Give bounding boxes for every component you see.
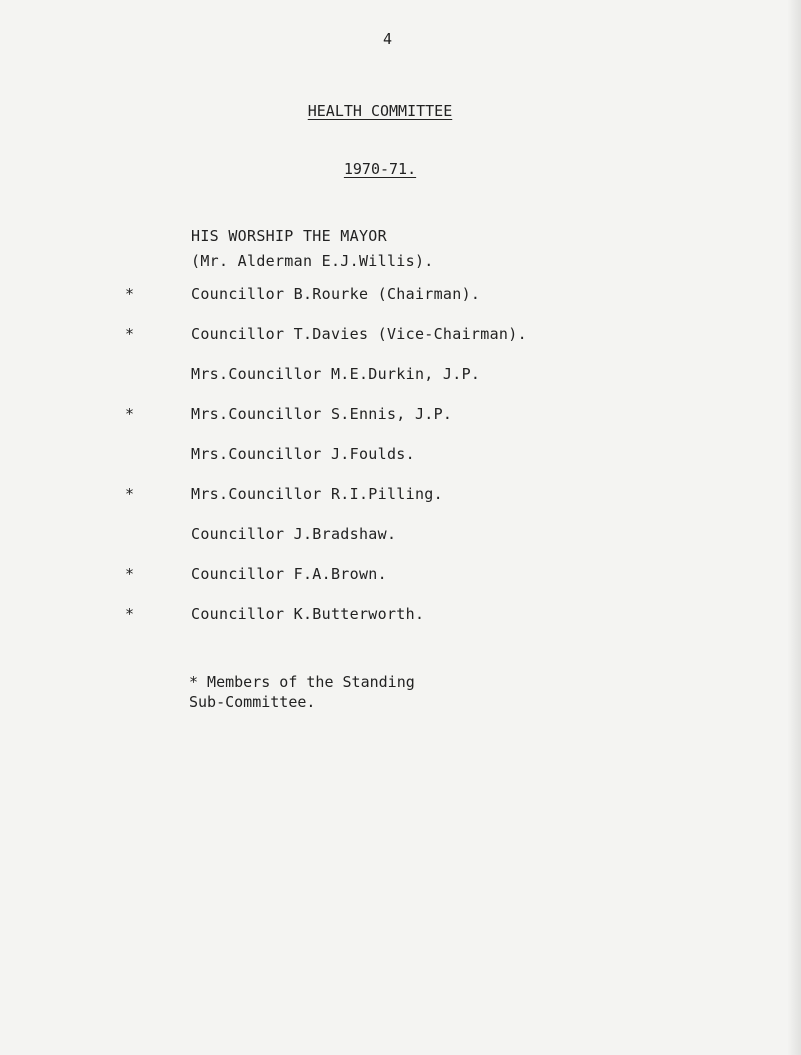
member-name: Mrs.Councillor M.E.Durkin, J.P.	[191, 365, 481, 383]
standing-committee-marker: *	[125, 565, 135, 583]
member-name: Mrs.Councillor R.I.Pilling.	[191, 485, 443, 503]
page-edge-shadow	[787, 0, 801, 1055]
member-name: Councillor K.Butterworth.	[191, 605, 425, 623]
standing-committee-marker: *	[125, 325, 135, 343]
standing-committee-marker: *	[125, 285, 135, 303]
member-name: Councillor F.A.Brown.	[191, 565, 387, 583]
committee-year: 1970-71.	[343, 160, 417, 178]
standing-committee-marker: *	[125, 605, 135, 623]
member-name: Mrs.Councillor S.Ennis, J.P.	[191, 405, 453, 423]
standing-committee-marker: *	[125, 405, 135, 423]
member-name: Councillor J.Bradshaw.	[191, 525, 397, 543]
mayor-name: (Mr. Alderman E.J.Willis).	[191, 252, 434, 270]
page-number: 4	[382, 30, 393, 48]
member-name: Councillor B.Rourke (Chairman).	[191, 285, 481, 303]
footnote-line-2: Sub-Committee.	[189, 693, 316, 711]
member-name: Councillor T.Davies (Vice-Chairman).	[191, 325, 527, 343]
footnote-line-1: * Members of the Standing	[189, 673, 415, 691]
member-name: Mrs.Councillor J.Foulds.	[191, 445, 415, 463]
mayor-title: HIS WORSHIP THE MAYOR	[191, 227, 387, 245]
standing-committee-marker: *	[125, 485, 135, 503]
committee-title: HEALTH COMMITTEE	[307, 102, 453, 120]
